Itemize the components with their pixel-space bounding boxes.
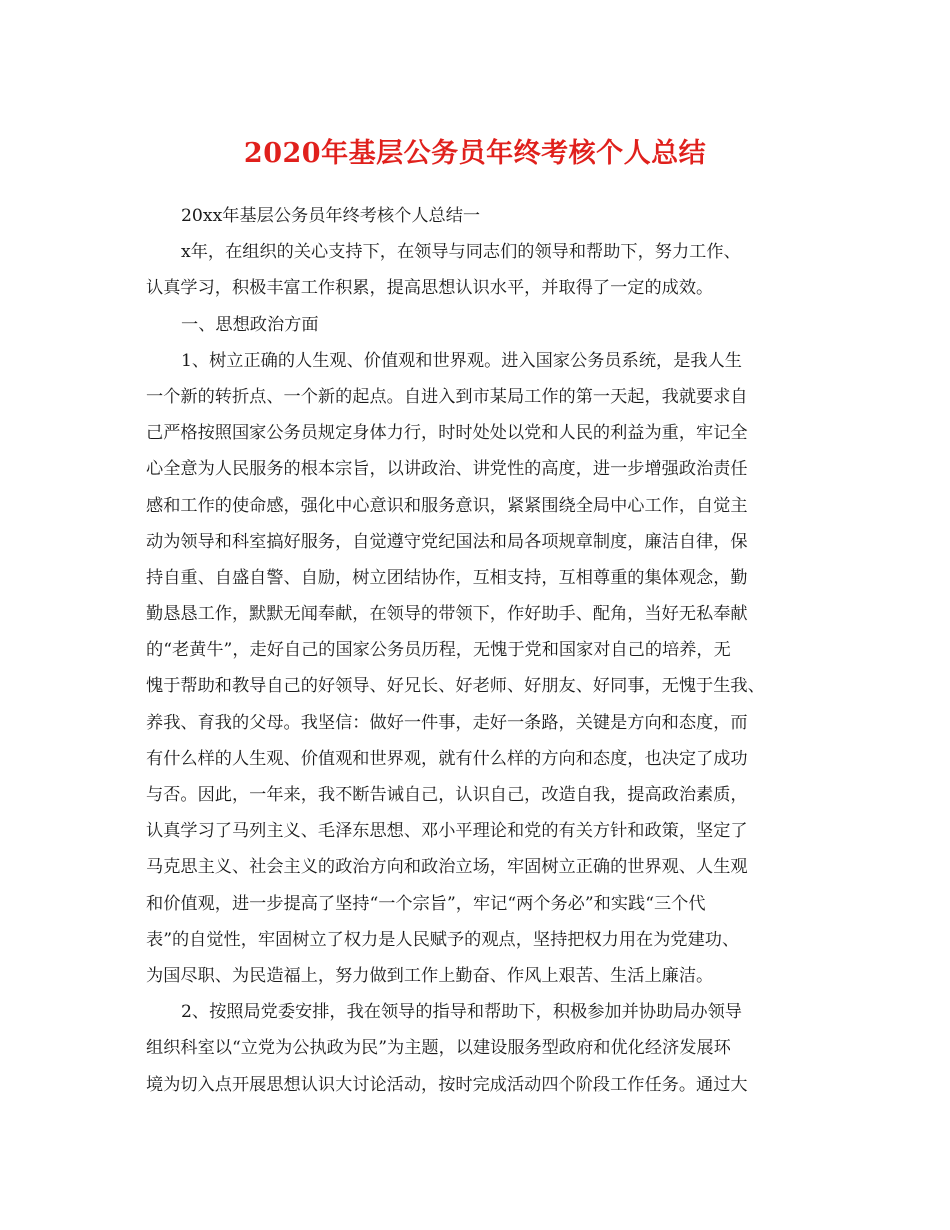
text-line: 感和工作的使命感，强化中心意识和服务意识，紧紧围绕全局中心工作，自觉主 bbox=[146, 495, 748, 516]
text-line: 表”的自觉性，牢固树立了权力是人民赋予的观点，坚持把权力用在为党建功、 bbox=[146, 929, 740, 950]
text-line: 动为领导和科室搞好服务，自觉遵守党纪国法和局各项规章制度，廉洁自律，保 bbox=[146, 531, 748, 552]
text-line: 勤恳恳工作，默默无闻奉献，在领导的带领下，作好助手、配角，当好无私奉献 bbox=[146, 604, 748, 625]
text-line: 和价值观，进一步提高了坚持“一个宗旨”，牢记“两个务必”和实践“三个代 bbox=[146, 893, 706, 914]
text-line: 养我、育我的父母。我坚信：做好一件事，走好一条路，关键是方向和态度，而 bbox=[146, 712, 748, 733]
text-line: 心全意为人民服务的根本宗旨，以讲政治、讲党性的高度，进一步增强政治责任 bbox=[146, 459, 748, 480]
document-title: 2020年基层公务员年终考核个人总结 bbox=[243, 138, 707, 169]
text-line: 一、思想政治方面 bbox=[181, 314, 319, 335]
text-line: 愧于帮助和教导自己的好领导、好兄长、好老师、好朋友、好同事，无愧于生我、 bbox=[146, 676, 765, 697]
text-line: 2、按照局党委安排，我在领导的指导和帮助下，积极参加并协助局办领导 bbox=[181, 1002, 742, 1023]
text-line: 有什么样的人生观、价值观和世界观，就有什么样的方向和态度，也决定了成功 bbox=[146, 748, 748, 769]
document-body bbox=[146, 198, 806, 1103]
text-line: 认真学习，积极丰富工作积累，提高思想认识水平，并取得了一定的成效。 bbox=[146, 278, 714, 299]
text-line: 认真学习了马列主义、毛泽东思想、邓小平理论和党的有关方针和政策，坚定了 bbox=[146, 821, 748, 842]
text-line: 一个新的转折点、一个新的起点。自进入到市某局工作的第一天起，我就要求自 bbox=[146, 386, 748, 407]
text-line: 组织科室以“立党为公执政为民”为主题，以建设服务型政府和优化经济发展环 bbox=[146, 1038, 731, 1059]
text-line: 1、树立正确的人生观、价值观和世界观。进入国家公务员系统，是我人生 bbox=[181, 350, 742, 371]
text-line: 马克思主义、社会主义的政治方向和政治立场，牢固树立正确的世界观、人生观 bbox=[146, 857, 748, 878]
text-line: 己严格按照国家公务员规定身体力行，时时处处以党和人民的利益为重，牢记全 bbox=[146, 423, 748, 444]
text-line: 的“老黄牛”，走好自己的国家公务员历程，无愧于党和国家对自己的培养，无 bbox=[146, 640, 731, 661]
text-line: 持自重、自盛自警、自励，树立团结协作，互相支持，互相尊重的集体观念，勤 bbox=[146, 567, 748, 588]
text-line: 20xx年基层公务员年终考核个人总结一 bbox=[181, 206, 481, 226]
text-line: x年，在组织的关心支持下，在领导与同志们的领导和帮助下，努力工作、 bbox=[181, 242, 741, 263]
text-line: 境为切入点开展思想认识大讨论活动，按时完成活动四个阶段工作任务。通过大 bbox=[146, 1074, 748, 1095]
text-line: 为国尽职、为民造福上，努力做到工作上勤奋、作风上艰苦、生活上廉洁。 bbox=[146, 965, 714, 986]
text-line: 与否。因此，一年来，我不断告诫自己，认识自己，改造自我，提高政治素质， bbox=[146, 785, 748, 805]
